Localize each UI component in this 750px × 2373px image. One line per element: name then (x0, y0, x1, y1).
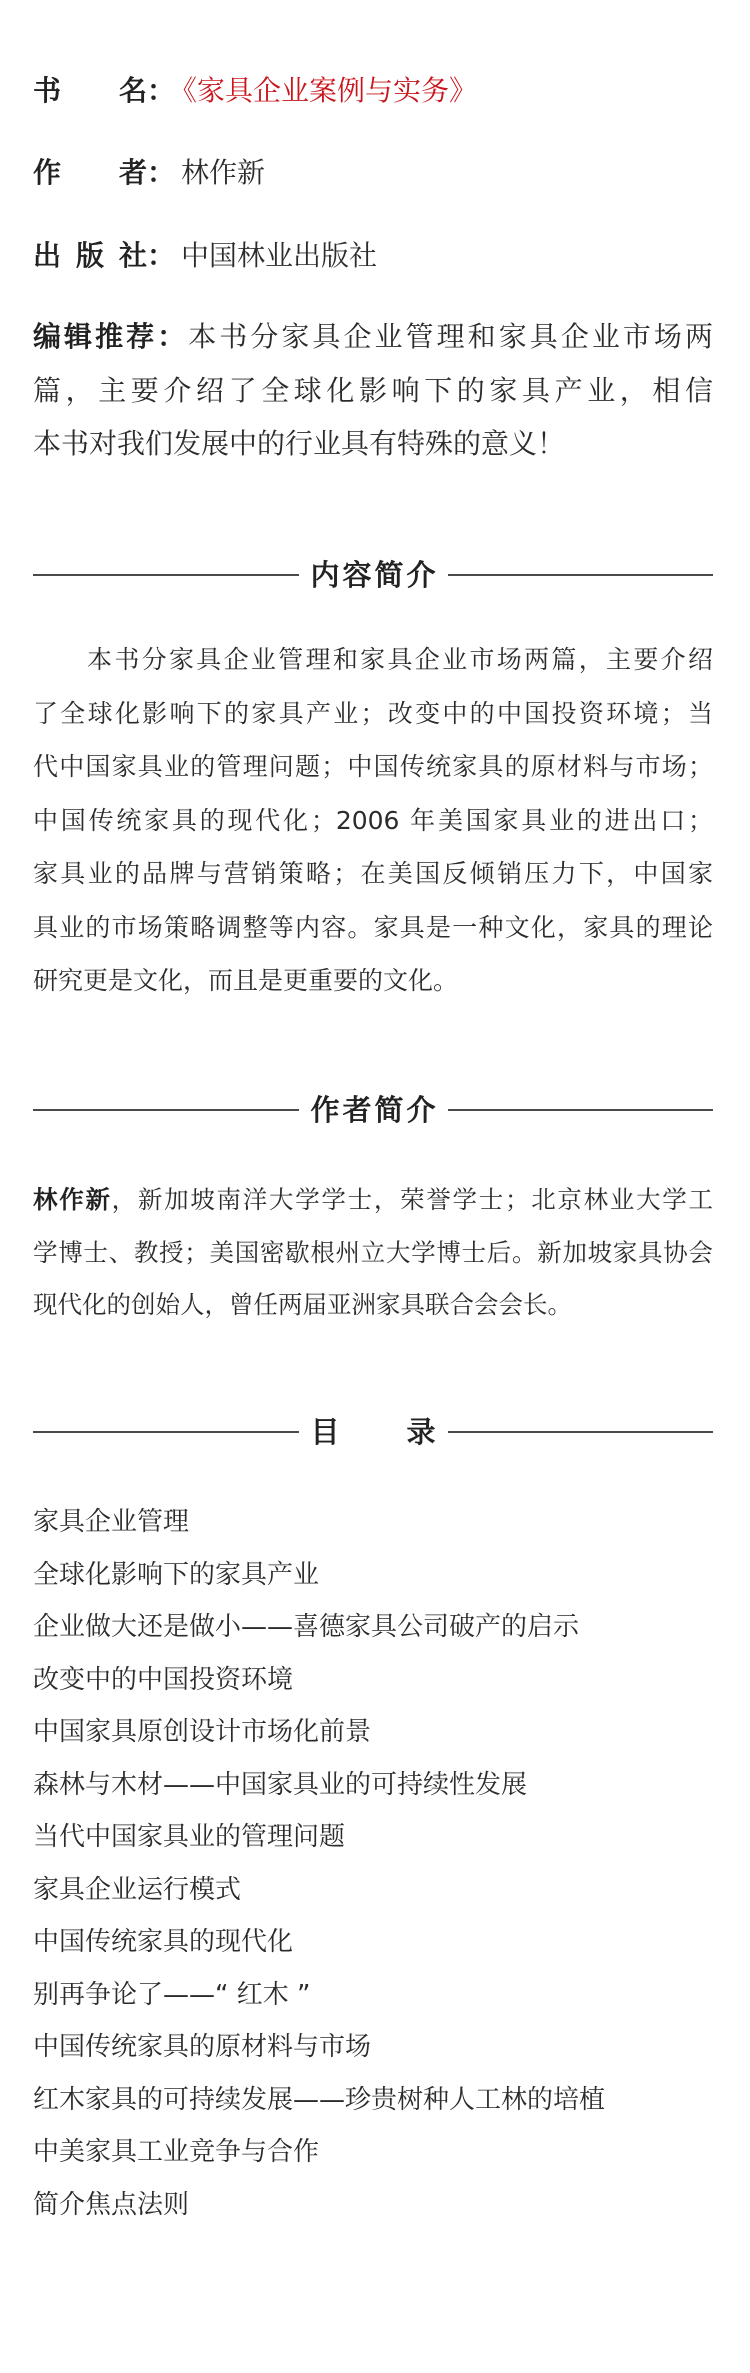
editor-recommendation-label: 编辑推荐： (33, 320, 189, 353)
toc-item: 简介焦点法则 (33, 2189, 190, 2220)
toc-item: 森林与木材——中国家具业的可持续性发展 (33, 1769, 528, 1800)
book-publisher-label: 出版社 (33, 239, 147, 272)
author-bio-text: ，新加坡南洋大学学士，荣誉学士；北京林业大学工 (111, 1185, 714, 1214)
intro-line: 了全球化影响下的家具产业；改变中的中国投资环境；当 (33, 698, 713, 728)
divider-line (448, 1431, 714, 1433)
toc-item: 中美家具工业竞争与合作 (33, 2137, 320, 2167)
intro-line: 研究更是文化，而且是更重要的文化。 (33, 966, 459, 995)
toc-item: 全球化影响下的家具产业 (33, 1559, 320, 1590)
section-header-intro (33, 555, 713, 595)
intro-line: 中国传统家具的现代化；2006 年美国家具业的进出口； (33, 805, 713, 835)
intro-line: 本书分家具企业管理和家具企业市场两篇，主要介绍 (87, 645, 713, 674)
book-title-value: 《家具企业案例与实务》 (169, 74, 478, 107)
author-bio-line: 现代化的创始人，曾任两届亚洲家具联合会会长。 (33, 1290, 572, 1319)
book-author-value: 林作新 (181, 156, 266, 189)
toc-item: 改变中的中国投资环境 (33, 1664, 294, 1695)
divider-line (33, 1431, 299, 1433)
divider-line (33, 1109, 299, 1111)
section-header-author (33, 1090, 713, 1130)
editor-recommendation-line: 篇，主要介绍了全球化影响下的家具产业，相信 (33, 373, 713, 407)
toc-item: 中国传统家具的原材料与市场 (33, 2032, 372, 2062)
book-title-label: 书名 (33, 74, 147, 107)
intro-paragraph (33, 633, 713, 1008)
book-author-separator: ： (147, 156, 176, 189)
editor-recommendation-line: 本书对我们发展中的行业具有特殊的意义！ (33, 427, 566, 460)
editor-recommendation (33, 310, 713, 471)
divider-line (33, 574, 299, 576)
author-bio-paragraph (33, 1174, 713, 1332)
editor-recommendation-text: 本书分家具企业管理和家具企业市场两 (188, 320, 713, 353)
toc-item: 当代中国家具业的管理问题 (33, 1822, 346, 1852)
intro-line: 代中国家具业的管理问题；中国传统家具的原材料与市场； (33, 752, 713, 781)
section-title-toc: 目录 (310, 1415, 436, 1449)
book-publisher-row (33, 229, 713, 282)
toc-item: 中国传统家具的现代化 (33, 1927, 294, 1957)
author-bio-line (33, 1174, 713, 1227)
section-title-author: 作者简介 (310, 1093, 436, 1127)
section-header-toc (33, 1412, 713, 1452)
divider-line (448, 574, 714, 576)
book-author-label: 作者 (33, 156, 147, 189)
author-name: 林作新 (33, 1185, 112, 1214)
divider-line (448, 1109, 714, 1111)
section-title-intro: 内容简介 (310, 558, 436, 592)
toc-item: 中国家具原创设计市场化前景 (33, 1717, 372, 1747)
book-publisher-value: 中国林业出版社 (181, 239, 378, 272)
book-title-row (33, 64, 713, 117)
book-author-row (33, 146, 713, 199)
intro-line: 具业的市场策略调整等内容。家具是一种文化，家具的理论 (33, 912, 713, 942)
toc-item: 企业做大还是做小——喜德家具公司破产的启示 (33, 1612, 580, 1642)
toc-item: 红木家具的可持续发展——珍贵树种人工林的培植 (33, 2084, 606, 2115)
editor-recommendation-line (33, 310, 713, 364)
intro-line: 家具业的品牌与营销策略；在美国反倾销压力下，中国家 (33, 859, 713, 888)
table-of-contents (33, 1496, 713, 2231)
book-publisher-separator: ： (147, 239, 176, 272)
book-title-separator: ： (147, 74, 176, 107)
toc-item: 家具企业管理 (33, 1507, 190, 1537)
toc-item: 家具企业运行模式 (33, 1874, 242, 1905)
toc-item: 别再争论了——“ 红木 ” (33, 1979, 311, 2010)
author-bio-line: 学博士、教授；美国密歇根州立大学博士后。新加坡家具协会 (33, 1237, 713, 1267)
